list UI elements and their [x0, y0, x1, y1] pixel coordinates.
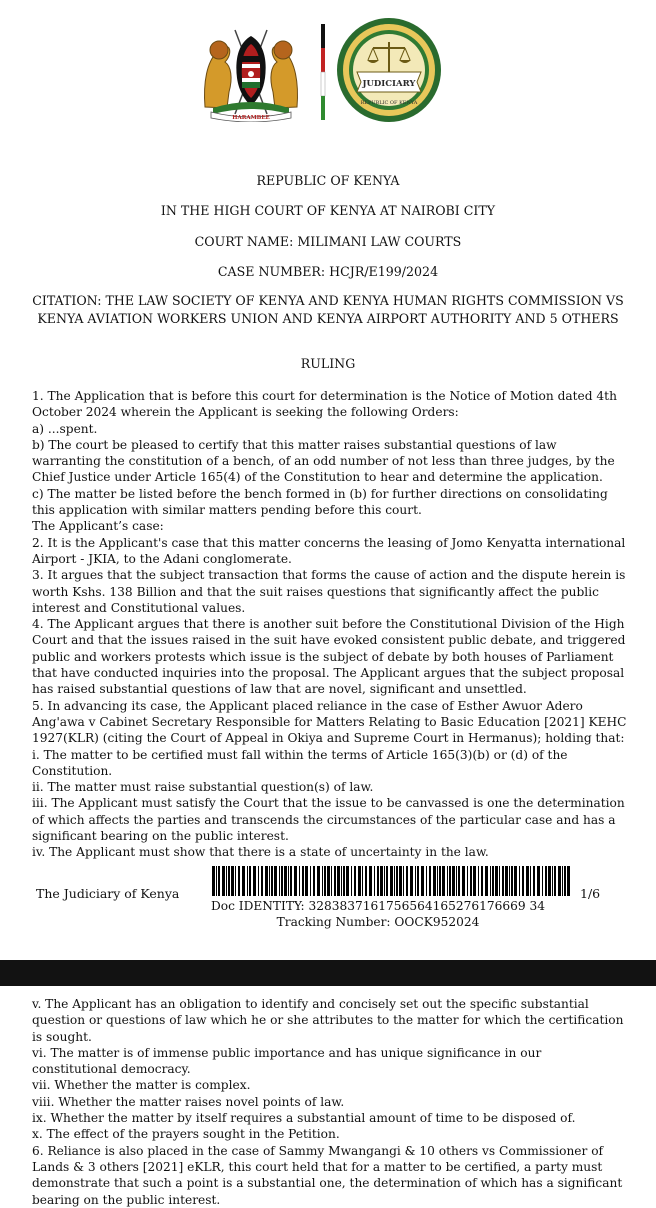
paragraph: 2. It is the Applicant's case that this matter concerns the leasing of Jomo Kenyatta international Airport - JKIA, to the Adani conglomerate. — [32, 535, 626, 566]
page-footer — [0, 862, 656, 932]
footer-doc-identity: Doc IDENTITY: 3283837161756564165276176669 34 Tracking Number: OOCK952024 — [210, 899, 546, 929]
heading-republic: REPUBLIC OF KENYA — [256, 173, 400, 188]
paragraph: c) The matter be listed before the bench formed in (b) for further directions on consolidating this application with similar matters pending before this court. — [32, 486, 608, 518]
paragraph: iv. The Applicant must show that there is a state of uncertainty in the law. — [32, 845, 489, 860]
heading-court: IN THE HIGH COURT OF KENYA AT NAIROBI CITY — [160, 203, 496, 218]
judiciary-seal-icon — [335, 16, 443, 124]
flag-bar-icon — [319, 24, 327, 120]
header-logos — [195, 14, 465, 126]
paragraph: ix. Whether the matter by itself requires a substantial amount of time to be disposed of. — [32, 1111, 576, 1126]
coat-motto: HARAMBEE — [232, 115, 270, 121]
paragraph: 4. The Applicant argues that there is another suit before the Constitutional Division of the High Court and that the issues raised in the suit have evoked consistent public debate, and triggered public and workers protests which issue is the subject of debate by both houses of Parliament that have conducted inquiries into the proposal. The Applicant argues that the subject proposal has raised substantial questions of law that are novel, significant and unsettled. — [32, 617, 626, 697]
paragraph: vii. Whether the matter is complex. — [32, 1078, 251, 1093]
ruling-title: RULING — [300, 356, 356, 371]
paragraph: 5. In advancing its case, the Applicant placed reliance in the case of Esther Awuor Adero Ang'awa v Cabinet Secretary Responsible for Matters Relating to Basic Education [2021] KEHC 1927(KLR) (citing the Court of Appeal in Okiya and Supreme Court in Hermanus); holding that: — [32, 698, 627, 746]
seal-top-text: JUDICIARY — [362, 79, 416, 89]
heading-citation: CITATION: THE LAW SOCIETY OF KENYA AND KENYA HUMAN RIGHTS COMMISSION VS KENYA AVIATION WORKERS UNION AND KENYA AIRPORT AUTHORITY AND 5 OTHERS — [32, 293, 624, 326]
paragraph: v. The Applicant has an obligation to identify and concisely set out the specific substantial question or questions of law which he or she attributes to the matter for which the certification is sought. — [32, 997, 624, 1044]
footer-page-number: 1/6 — [580, 886, 601, 901]
footer-judiciary: The Judiciary of Kenya — [36, 886, 180, 901]
page-separator — [0, 960, 656, 986]
heading-case-number: CASE NUMBER: HCJR/E199/2024 — [217, 264, 439, 279]
paragraph: b) The court be pleased to certify that this matter raises substantial questions of law warranting the constitution of a bench, of an odd number of not less than three judges, by the Chief Justice under Article 165(4) of the Constitution to hear and determine the application. — [32, 437, 615, 485]
barcode-icon — [212, 866, 572, 900]
paragraph: x. The effect of the prayers sought in the Petition. — [32, 1127, 340, 1142]
paragraph: The Applicant’s case: — [32, 519, 164, 534]
paragraph: 6. Reliance is also placed in the case of Sammy Mwangangi & 10 others vs Commissioner of Lands & 3 others [2021] eKLR, this court held that for a matter to be certified, a party must demonstrate that such a point is a substantial one, the determination of which has a significant bearing on the public interest. — [32, 1143, 623, 1207]
kenya-coat-of-arms-icon — [195, 22, 307, 122]
heading-court-name: COURT NAME: MILIMANI LAW COURTS — [194, 234, 462, 249]
paragraph: 3. It argues that the subject transaction that forms the cause of action and the dispute herein is worth Kshs. 138 Billion and that the suit raises questions that significantly affect the public interest and Constitutional values. — [32, 568, 626, 615]
paragraph: ii. The matter must raise substantial question(s) of law. — [32, 780, 374, 795]
ruling-body-page-2 — [32, 996, 628, 1208]
document-page-2 — [0, 986, 656, 1207]
paragraph: viii. Whether the matter raises novel points of law. — [32, 1094, 345, 1109]
seal-bottom-text: REPUBLIC OF KENYA — [360, 100, 418, 106]
paragraph: vi. The matter is of immense public importance and has unique significance in our constitutional democracy. — [32, 1045, 542, 1077]
paragraph: 1. The Application that is before this court for determination is the Notice of Motion dated 4th October 2024 wherein the Applicant is seeking the following Orders: — [32, 389, 617, 420]
paragraph: a) ...spent. — [32, 421, 98, 436]
paragraph: i. The matter to be certified must fall within the terms of Article 165(3)(b) or (d) of the Constitution. — [32, 747, 568, 778]
ruling-body-page-1 — [32, 388, 628, 861]
paragraph: iii. The Applicant must satisfy the Court that the issue to be canvassed is one the determination of which affects the parties and transcends the circumstances of the particular case and has a significant bearing on the public interest. — [32, 796, 625, 844]
